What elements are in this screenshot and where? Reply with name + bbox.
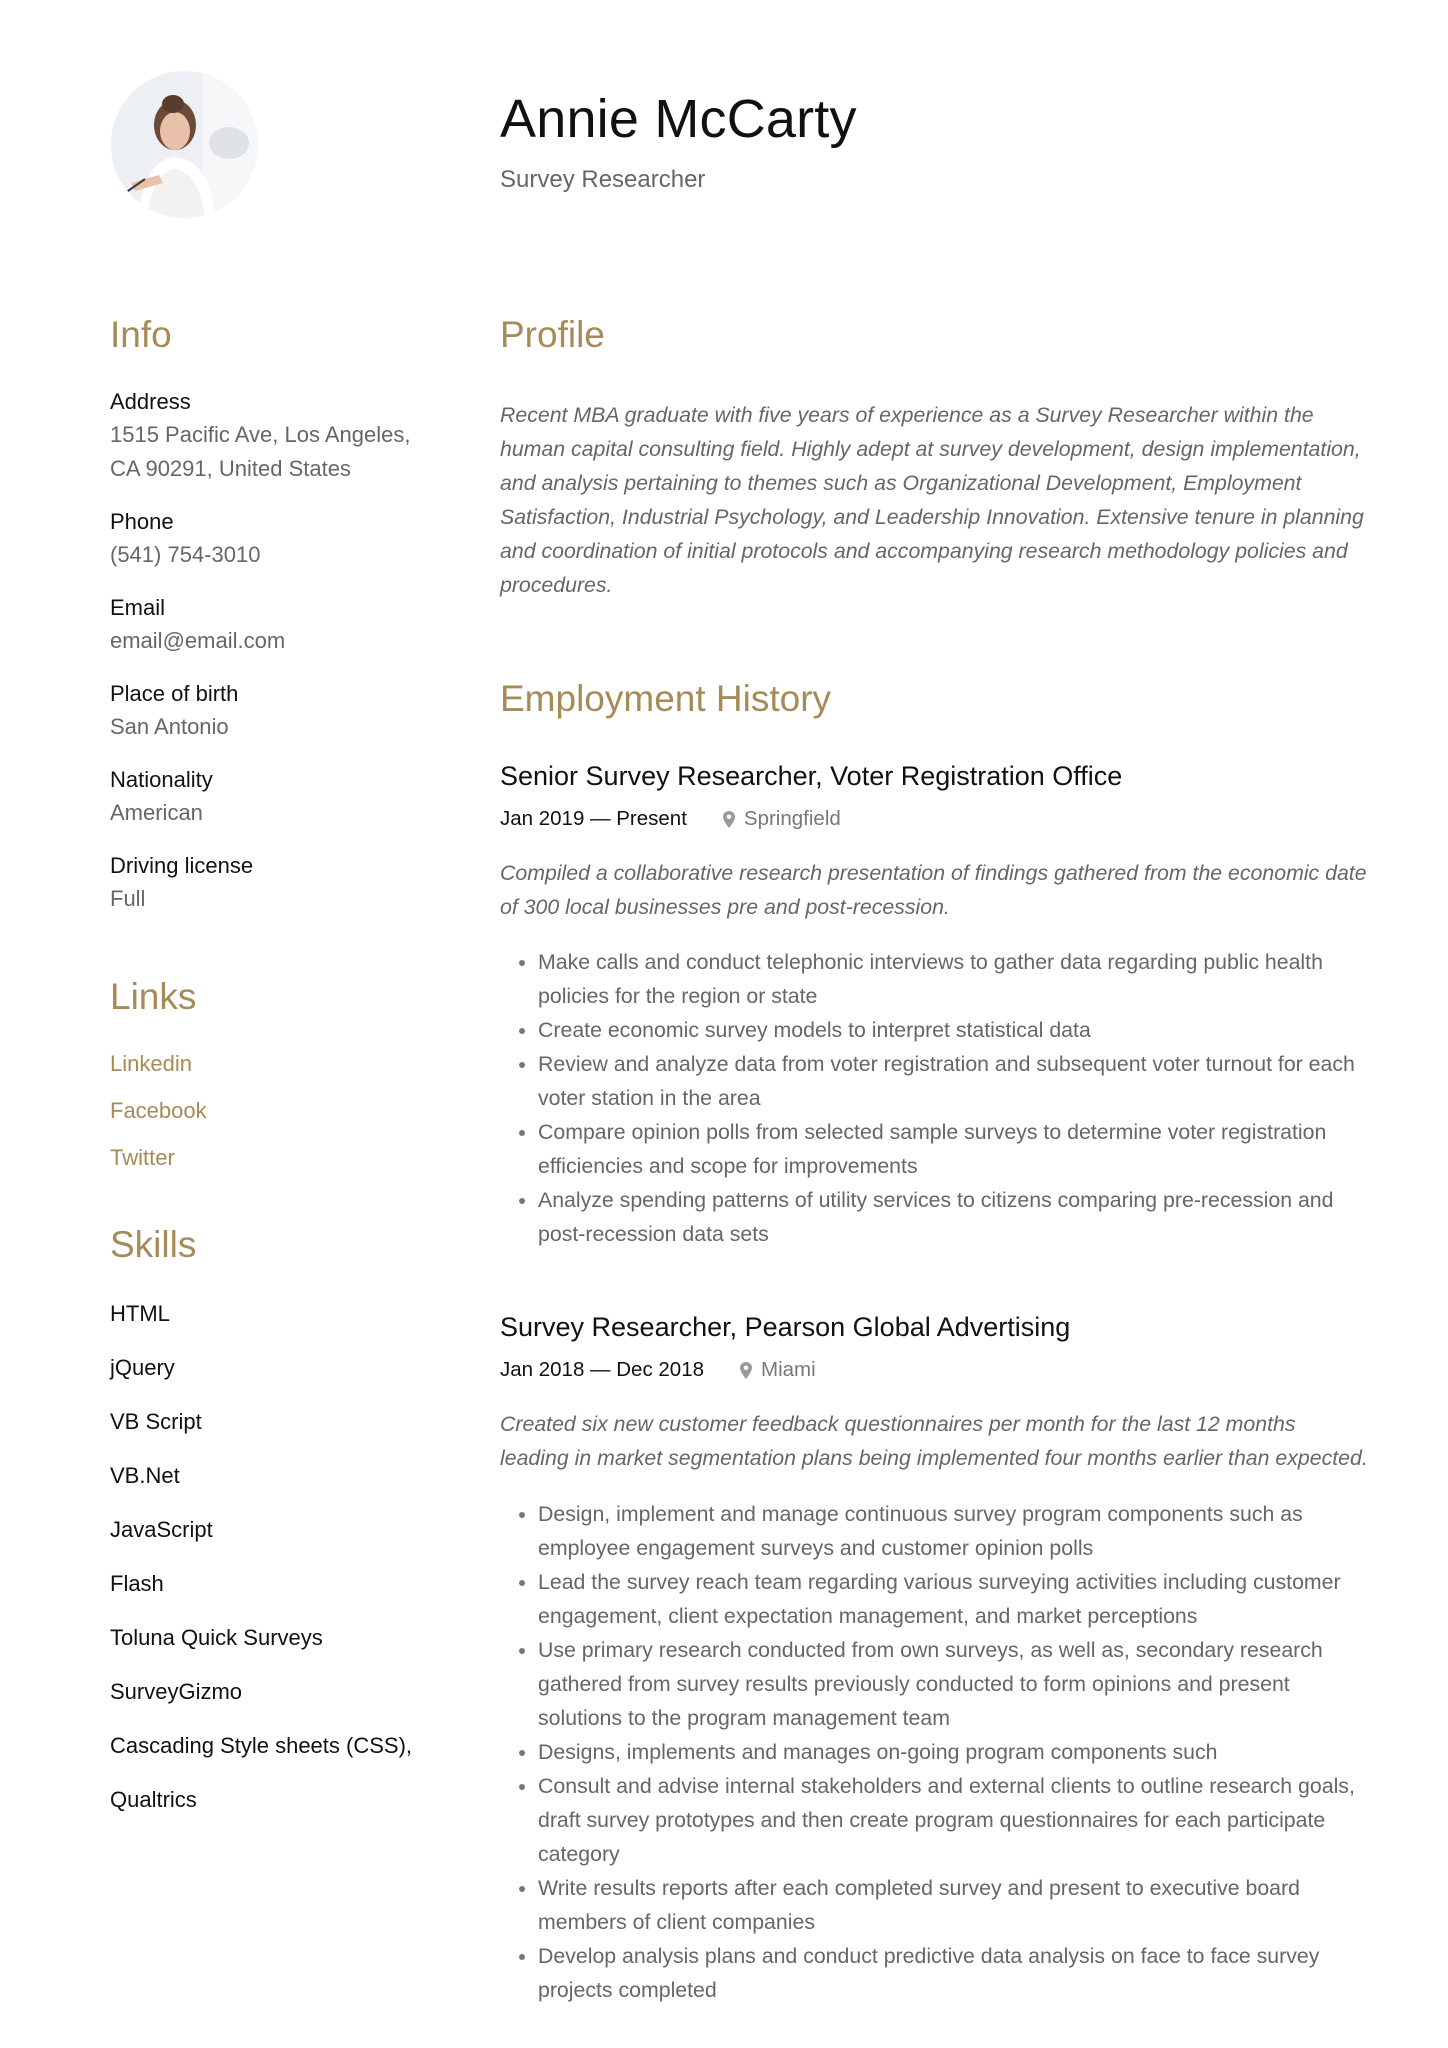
- info-heading: Info: [110, 314, 172, 355]
- list-item: • Lead the survey reach team regarding various surveying activities including customer engagement, client expectation management, and market perceptions: [538, 1565, 1370, 1633]
- job-meta: [500, 1355, 1370, 1385]
- skill-item: VB.Net: [110, 1463, 180, 1488]
- skill-item: HTML: [110, 1301, 170, 1326]
- list-item: • Use primary research conducted from own surveys, as well as, secondary research gathered from survey results previously conducted to form opinions and present solutions to the program management team: [538, 1633, 1370, 1735]
- list-item: • Make calls and conduct telephonic interviews to gather data regarding public health policies for the region or state: [538, 945, 1370, 1013]
- link-twitter[interactable]: Twitter: [110, 1145, 175, 1170]
- info-field-phone: [110, 506, 440, 572]
- job-title: Survey Researcher, Pearson Global Advertising: [500, 1312, 1071, 1343]
- list-item: • Designs, implements and manages on-going program components such: [538, 1735, 1370, 1769]
- list-item: • Compare opinion polls from selected sample surveys to determine voter registration efficiencies and scope for improvements: [538, 1115, 1370, 1183]
- candidate-role: Survey Researcher: [500, 166, 706, 193]
- job-entry: [500, 1309, 1370, 2006]
- skills-heading: Skills: [110, 1224, 197, 1265]
- job-title: Senior Survey Researcher, Voter Registration Office: [500, 761, 1123, 791]
- job-entry: [500, 758, 1370, 1251]
- field-label: Address: [110, 389, 191, 414]
- job-location-text: Springfield: [743, 807, 841, 830]
- profile-heading: Profile: [500, 314, 605, 355]
- list-item: • Analyze spending patterns of utility services to citizens comparing pre-recession and post-recession data sets: [538, 1183, 1370, 1251]
- list-item: • Create economic survey models to interpret statistical data: [538, 1013, 1370, 1047]
- info-field-driving-license: [110, 850, 440, 916]
- field-label: Driving license: [110, 853, 254, 878]
- info-field-nationality: [110, 764, 440, 830]
- info-field-email: [110, 592, 440, 658]
- field-value: American: [110, 800, 203, 825]
- skill-item: Qualtrics: [110, 1787, 197, 1812]
- job-description: Compiled a collaborative research presentation of findings gathered from the economic date of 300 local businesses pre and post-recession.: [500, 861, 1367, 919]
- job-bullets: [500, 1497, 1370, 2007]
- list-item: • Design, implement and manage continuous survey program components such as employee engagement surveys and customer opinion polls: [538, 1497, 1370, 1565]
- candidate-name: Annie McCarty: [500, 89, 857, 149]
- job-dates: Jan 2018 — Dec 2018: [500, 1358, 704, 1382]
- skill-item: Toluna Quick Surveys: [110, 1625, 323, 1650]
- field-value: (541) 754-3010: [110, 542, 261, 567]
- field-value: 1515 Pacific Ave, Los Angeles, CA 90291, United States: [110, 422, 411, 481]
- info-field-birthplace: [110, 678, 440, 744]
- links-heading: Links: [110, 976, 197, 1017]
- list-item: • Develop analysis plans and conduct predictive data analysis on face to face survey projects completed: [538, 1939, 1370, 2007]
- list-item: • Review and analyze data from voter registration and subsequent voter turnout for each voter station in the area: [538, 1047, 1370, 1115]
- link-facebook[interactable]: Facebook: [110, 1098, 207, 1123]
- job-location: [740, 1355, 816, 1385]
- profile-summary: Recent MBA graduate with five years of experience as a Survey Researcher within the human capital consulting field. Highly adept at survey development, design implementation, and analysis pertaining to themes such as Organizational Development, Employment Satisfaction, Industrial Psychology, and Leadership Innovation. Extensive tenure in planning and coordination of initial protocols and accompanying research methodology policies and procedures.: [500, 403, 1364, 597]
- job-location-text: Miami: [761, 1358, 816, 1382]
- map-pin-icon: [740, 1362, 752, 1379]
- field-value: San Antonio: [110, 714, 229, 739]
- field-label: Phone: [110, 509, 174, 534]
- skill-item: Flash: [110, 1571, 164, 1596]
- employment-heading: Employment History: [500, 678, 832, 719]
- link-linkedin[interactable]: Linkedin: [110, 1051, 192, 1076]
- job-meta: [500, 804, 1370, 834]
- field-label: Nationality: [110, 767, 213, 792]
- list-item: • Consult and advise internal stakeholders and external clients to outline research goals, draft survey prototypes and then create program questionnaires for each participate category: [538, 1769, 1370, 1871]
- field-label: Place of birth: [110, 681, 239, 706]
- job-dates: Jan 2019 — Present: [500, 807, 687, 830]
- profile-photo: [111, 71, 258, 218]
- field-value: Full: [110, 886, 146, 911]
- skill-item: jQuery: [110, 1355, 175, 1380]
- job-location: [723, 804, 841, 834]
- skill-item: VB Script: [110, 1409, 202, 1434]
- info-field-address: [110, 386, 440, 486]
- list-item: • Write results reports after each completed survey and present to executive board members of client companies: [538, 1871, 1370, 1939]
- skill-item: JavaScript: [110, 1517, 213, 1542]
- avatar: [111, 71, 258, 218]
- map-pin-icon: [723, 811, 735, 828]
- job-description: Created six new customer feedback questionnaires per month for the last 12 months leading in market segmentation plans being implemented four months earlier than expected.: [500, 1412, 1368, 1471]
- field-label: Email: [110, 595, 166, 620]
- main-content: [500, 310, 1370, 2007]
- field-value: email@email.com: [110, 628, 286, 653]
- skill-item: SurveyGizmo: [110, 1679, 243, 1704]
- job-bullets: [500, 945, 1370, 1251]
- skill-item: Cascading Style sheets (CSS),: [110, 1733, 413, 1758]
- sidebar: [110, 310, 440, 1838]
